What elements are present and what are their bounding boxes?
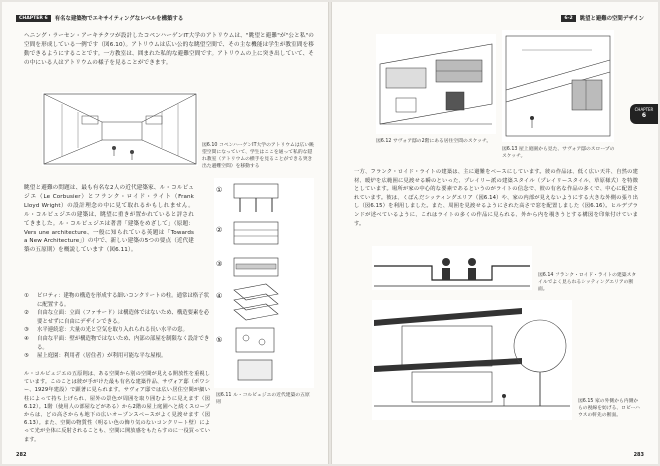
running-header-right bbox=[561, 14, 644, 22]
right-page bbox=[332, 2, 658, 464]
figure-6-12-caption: 図6.12 サヴォア邸の2階にある居住空間のスケッチ。 bbox=[376, 139, 492, 144]
robie-house-eave-section bbox=[372, 300, 572, 420]
list-item: ④ 自由な平面：壁が構造物ではないため、内部の部屋を制限なく設計できる。 bbox=[24, 335, 210, 351]
page-number-left: 282 bbox=[16, 452, 27, 458]
list-item: ⑤ 屋上庭園：利用者（居住者）が利用可能な平な屋根。 bbox=[24, 353, 167, 360]
svg-text:③: ③ bbox=[216, 260, 223, 268]
figure-6-12 bbox=[376, 34, 496, 134]
figure-6-14 bbox=[372, 246, 532, 290]
section-badge: 6-2 bbox=[561, 15, 575, 22]
figure-6-11 bbox=[214, 178, 314, 388]
svg-text:①: ① bbox=[216, 186, 223, 194]
chapter-badge: CHAPTER 6 bbox=[16, 15, 51, 22]
paragraph-2: 眺望と避難の問題は、最も有名な2人の近代建築家、ル・コルビュジエ（Le Corbusier）とフランク・ロイド・ライト（Frank Lloyd Wright）の設計理念の中に見て取れるかもしれません。ル・コルビュジエの建築は、眺望に重きが置かれていると評されてきました。ル・コルビュジエは著書「建築をめざして」（原題：Vers une architecture、一般に知られている英題は「Towards a New Architecture」）の中で、新しい建築の5つの要点（近代建築の五原則）を概説しています（図6.11）。 bbox=[24, 185, 194, 254]
running-title: 眺望と避難の空間デザイン bbox=[579, 16, 644, 22]
intro-paragraph: ヘニング・ラーセン・アーキテクツが設計したコペンハーゲンIT大学のアトリウムは、"眺望と避難"が"公と私"の空間を形成している一例です（図6.10）。アトリウムは広い公的な眺望空間で、その主な機能は学生が教室間を移動できるようにすることです。一方教室は、囲まれた私的な避難空間です。アトリウムの上に突き出していて、その中にいる人はアトリウムの様子を見ることができます。 bbox=[24, 33, 314, 66]
list-item: ② 自由な立面：立面（ファサード）は構造体ではないため、構造要素を必要とせずに自由にデザインできる。 bbox=[24, 310, 210, 325]
svg-text:⑤: ⑤ bbox=[216, 336, 223, 344]
list-item: ① ピロティ：建物の構造を形成する細いコンクリートの柱。通常は格子状に配置する。 bbox=[24, 293, 209, 308]
chapter-side-tab: CHAPTER 6 bbox=[630, 104, 658, 124]
paragraph-right-1: 一方、フランク・ロイド・ライトの建築は、主に避難をベースにしています。彼の作品は、低く広い天井、自然の建材、暖炉を広範囲に見渡せる瞬のといった、プレイリー派の建築スタイル（プレイリースタイル、草原様式）を特徴としています。場所が家の中心的な要素であるというのがライトの信念で、彼の有名な作品の多くで、中心に配置されています。彼は、くぼんだシッティングエリア（図6.14）や、家の内部が見えないようにする大きな外側の張り出し（図6.15）を利用しました。また、周囲を見渡せるようにされた高さで窓を配置しました（図6.16）。ヒルデブランドが述べているように、これはライトの多くの作品に見られる、外から内を覗きうとする構図を印象付けています。 bbox=[354, 169, 638, 227]
figure-6-10 bbox=[42, 92, 198, 166]
five-points-list bbox=[24, 292, 210, 361]
figure-6-13 bbox=[502, 30, 614, 142]
five-points-diagram bbox=[214, 178, 314, 388]
paragraph-3: ル・コルビュジエの五原則は、ある空間から別の空間が見える開放性を重視しています。このことは彼が手がけた最も有名な建築作品、サヴォア邸（ポワシー、1929年建設）で顕著に見られます。サヴォア邸では広い居住空間が細い柱によって持ち上げられ、屋外の景色が周囲を取り囲むように見えます（図6.12）。1階（使用人の部屋などがある）から2階の屋上庭園へと続くスロープからは、どの高さからも地下の広いオープンスペースがよく見渡せます（図6.13）。また、空間の物質性（明るい色の飾り気のないコンクリート壁）によって光が全体に反射されることも、空間に開放感をもたらすのに一役買っています。 bbox=[24, 371, 210, 443]
sitting-area-section bbox=[372, 246, 532, 290]
villa-savoye-ramp-sketch bbox=[502, 30, 614, 142]
figure-6-14-caption: 図6.14 フランク・ロイド・ライトの建築スタイルでよく見られるシッティングエリアの断面。 bbox=[538, 273, 637, 292]
list-item: ③ 水平連続窓：大量の光と空気を取り入れられる長い水平の窓。 bbox=[24, 327, 188, 334]
page-number-right: 283 bbox=[633, 452, 644, 458]
running-title: 有名な建築物でエキサイティングなレベルを構築する bbox=[54, 16, 184, 22]
left-page bbox=[2, 2, 328, 464]
svg-text:④: ④ bbox=[216, 292, 223, 300]
villa-savoye-living-sketch bbox=[376, 34, 496, 134]
figure-6-10-caption: 図6.10 コペンハーゲンIT大学のアトリウムは広い眺望空間になっていて、学生はここを通って私的な隠れ教室（アトリウムの横手を見ることができる突き出た避難空間）を移動する bbox=[202, 143, 315, 169]
atrium-sketch bbox=[42, 92, 198, 166]
figure-6-11-caption: 図6.11 ル・コルビュジエの近代建築の五原則 bbox=[216, 393, 310, 405]
figure-6-15 bbox=[372, 300, 572, 420]
figure-6-13-caption: 図6.13 屋上庭園から見た、サヴォア邸のスロープのスケッチ。 bbox=[502, 147, 615, 159]
running-header-left bbox=[16, 14, 183, 22]
figure-6-15-caption: 図6.15 家の外側から内側からの視線を妨げる、ロビーハウスの軒先の断面。 bbox=[578, 399, 640, 418]
svg-text:②: ② bbox=[216, 226, 223, 234]
